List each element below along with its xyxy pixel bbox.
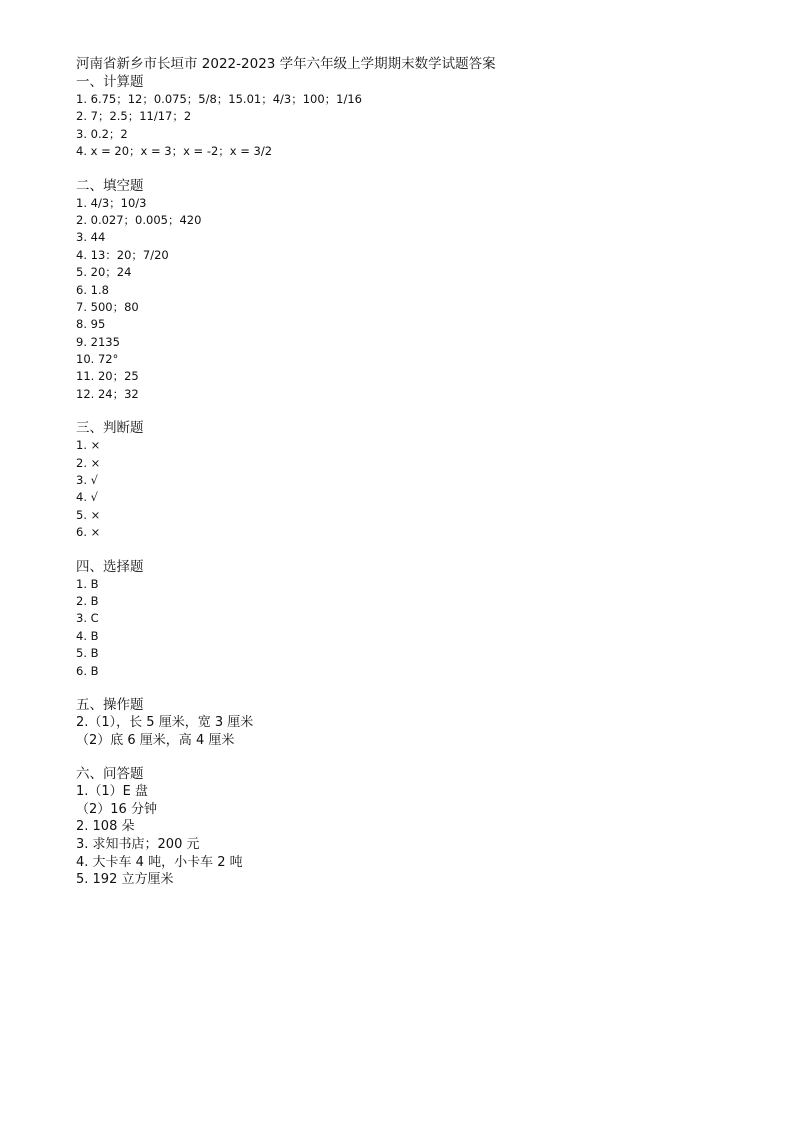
answer-line: 2.（1），长 5 厘米，宽 3 厘米 xyxy=(76,714,254,730)
answer-line: 4. 13：20；7/20 xyxy=(76,247,169,262)
section-heading: 四、选择题 xyxy=(76,558,144,575)
answer-line: 7. 500；80 xyxy=(76,299,139,314)
section-heading: 五、操作题 xyxy=(76,696,144,713)
answer-line: 6. 1.8 xyxy=(76,282,109,297)
answer-line: 5. 20；24 xyxy=(76,265,132,280)
answer-line: 8. 95 xyxy=(76,317,106,332)
answer-line: 9. 2135 xyxy=(76,334,120,349)
section-operation xyxy=(76,696,756,749)
answer-line: 4. x = 20；x = 3；x = -2；x = 3/2 xyxy=(76,144,273,159)
answer-line: （2）16 分钟 xyxy=(76,801,157,817)
answer-document xyxy=(76,55,756,889)
answer-line: 11. 20；25 xyxy=(76,369,139,384)
document-title: 河南省新乡市长垣市 2022-2023 学年六年级上学期期末数学试题答案 xyxy=(76,56,496,72)
answer-line: 1. × xyxy=(76,438,101,453)
answer-line: 6. B xyxy=(76,663,99,678)
answer-line: 1. 6.75；12；0.075；5/8；15.01；4/3；100；1/16 xyxy=(76,92,362,106)
answer-line: 3. C xyxy=(76,611,99,626)
answer-line: 3. √ xyxy=(76,473,98,488)
section-fill-in xyxy=(76,177,756,404)
answer-line: 1. B xyxy=(76,576,99,591)
answer-line: 3. 44 xyxy=(76,230,106,245)
answer-line: 1. 4/3；10/3 xyxy=(76,195,147,210)
answer-line: 5. 192 立方厘米 xyxy=(76,872,174,888)
answer-line: 2. B xyxy=(76,593,99,608)
answer-line: 5. B xyxy=(76,646,99,661)
section-heading: 六、问答题 xyxy=(76,766,144,783)
answer-line: （2）底 6 厘米，高 4 厘米 xyxy=(76,732,235,748)
answer-line: 2. 7；2.5；11/17；2 xyxy=(76,109,192,124)
section-heading: 一、计算题 xyxy=(76,74,144,90)
section-multiple-choice xyxy=(76,558,756,680)
answer-line: 2. × xyxy=(76,455,101,470)
answer-line: 4. 大卡车 4 吨，小卡车 2 吨 xyxy=(76,854,243,870)
section-true-false xyxy=(76,419,756,541)
section-heading: 二、填空题 xyxy=(76,177,144,194)
answer-line: 1.（1）E 盘 xyxy=(76,784,149,800)
section-heading: 三、判断题 xyxy=(76,420,144,437)
section-calculation xyxy=(76,73,756,161)
section-word-problems xyxy=(76,765,756,889)
answer-line: 5. × xyxy=(76,507,101,522)
answer-line: 12. 24；32 xyxy=(76,386,139,401)
answer-line: 10. 72° xyxy=(76,352,119,367)
answer-line: 3. 0.2；2 xyxy=(76,126,128,141)
answer-line: 2. 108 朵 xyxy=(76,819,135,835)
answer-line: 3. 求知书店；200 元 xyxy=(76,836,200,852)
answer-line: 4. B xyxy=(76,628,99,643)
answer-line: 6. × xyxy=(76,525,101,540)
answer-line: 2. 0.027；0.005；420 xyxy=(76,212,202,227)
answer-line: 4. √ xyxy=(76,490,98,505)
